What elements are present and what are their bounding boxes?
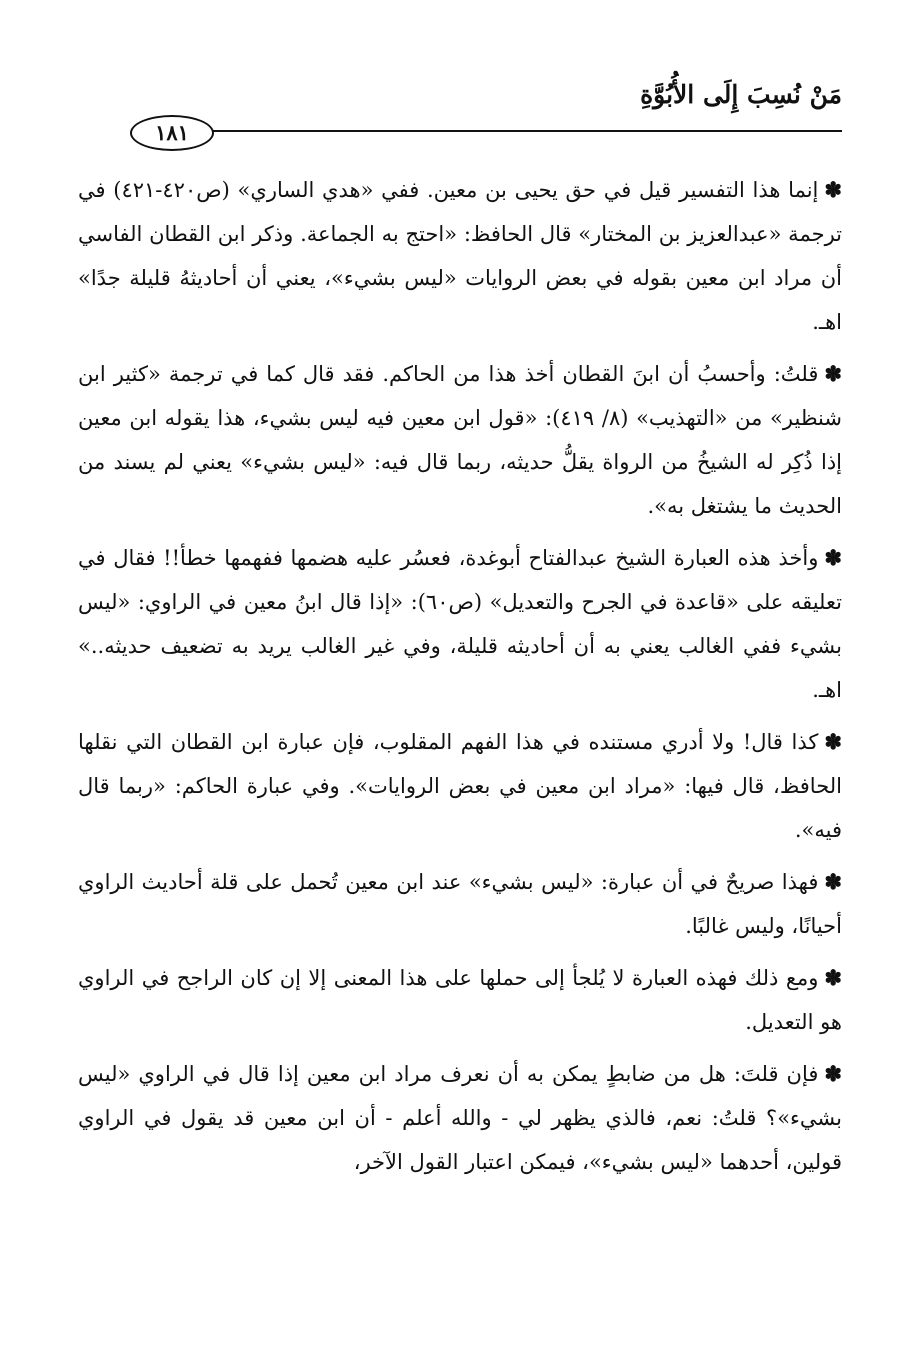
paragraph-bullet-icon: ✽ [824, 729, 842, 754]
paragraph-bullet-icon: ✽ [824, 545, 842, 570]
paragraph-text: فإن قلتَ: هل من ضابطٍ يمكن به أن نعرف مراد ابن معين إذا قال في الراوي «ليس بشيء»؟ قلتُ: نعم، فالذي يظهر لي - والله أعلم - أن ابن معين قد يقول في الراوي قولين، أحدهما «ليس بشيء»، فيمكن اعتبار القول الآخر، [78, 1062, 842, 1174]
running-title: مَنْ نُسِبَ إِلَى الأُبُوَّةِ [640, 80, 842, 109]
paragraph-text: فهذا صريحٌ في أن عبارة: «ليس بشيء» عند ابن معين تُحمل على قلة أحاديث الراوي أحيانًا، وليس غالبًا. [78, 870, 842, 938]
paragraph-bullet-icon: ✽ [824, 965, 842, 990]
paragraph-7 [78, 1052, 842, 1184]
paragraph-4 [78, 720, 842, 852]
paragraph-text: إنما هذا التفسير قيل في حق يحيى بن معين. ففي «هدي الساري» (ص٤٢٠-٤٢١) في ترجمة «عبدالعزيز بن المختار» قال الحافظ: «احتج به الجماعة. وذكر ابن القطان الفاسي أن مراد ابن معين بقوله في بعض الروايات «ليس بشيء»، يعني أن أحاديثهُ قليلة جدًا» اهـ. [78, 178, 842, 334]
paragraph-bullet-icon: ✽ [824, 869, 842, 894]
paragraph-bullet-icon: ✽ [824, 361, 842, 386]
paragraph-1 [78, 168, 842, 344]
paragraph-text: قلتُ: وأحسبُ أن ابنَ القطان أخذ هذا من الحاكم. فقد قال كما في ترجمة «كثير ابن شنظير» من «التهذيب» (٨/ ٤١٩): «قول ابن معين فيه ليس بشيء، هذا يقوله ابن معين إذا ذُكِر له الشيخُ من الرواة يقلُّ حديثه، ربما قال فيه: «ليس بشيء» يعني لم يسند من الحديث ما يشتغل به». [78, 362, 842, 518]
paragraph-text: كذا قال! ولا أدري مستنده في هذا الفهم المقلوب، فإن عبارة ابن القطان التي نقلها الحافظ، قال فيها: «مراد ابن معين في بعض الروايات». وفي عبارة الحاكم: «ربما قال فيه». [78, 730, 842, 842]
body-text [78, 168, 842, 1192]
paragraph-bullet-icon: ✽ [824, 1061, 842, 1086]
header-rule [210, 130, 842, 132]
paragraph-2 [78, 352, 842, 528]
paragraph-text: ومع ذلك فهذه العبارة لا يُلجأ إلى حملها على هذا المعنى إلا إن كان الراجح في الراوي هو التعديل. [78, 966, 842, 1034]
paragraph-5 [78, 860, 842, 948]
page-number: ١٨١ [130, 115, 214, 151]
paragraph-text: وأخذ هذه العبارة الشيخ عبدالفتاح أبوغدة، فعسُر عليه هضمها ففهمها خطأ!! فقال في تعليقه على «قاعدة في الجرح والتعديل» (ص٦٠): «إذا قال ابنُ معين في الراوي: «ليس بشيء ففي الغالب يعني به أن أحاديثه قليلة، وفي غير الغالب يريد به تضعيف حديثه..» اهـ. [78, 546, 842, 702]
paragraph-bullet-icon: ✽ [824, 177, 842, 202]
paragraph-3 [78, 536, 842, 712]
paragraph-6 [78, 956, 842, 1044]
